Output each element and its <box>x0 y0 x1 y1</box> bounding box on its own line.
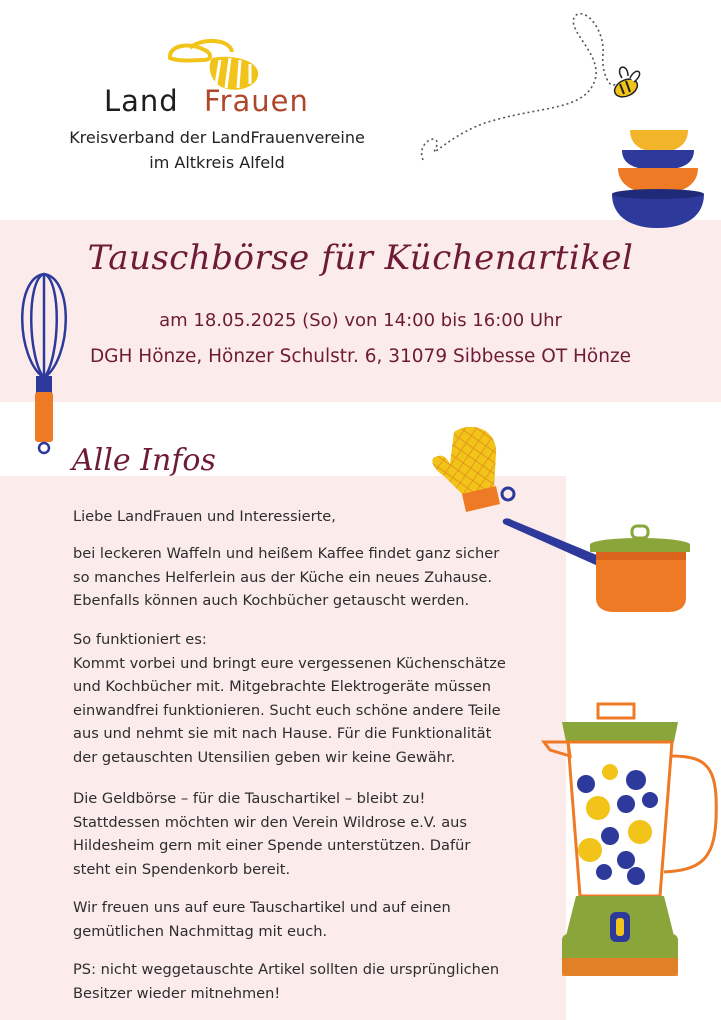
text-line: So funktioniert es: <box>73 631 207 648</box>
greeting <box>73 505 336 529</box>
text-line: einwandfrei funktionieren. Sucht euch schöne andere Teile <box>73 701 501 719</box>
event-title: Tauschbörse für Küchenartikel <box>87 238 634 278</box>
text-line: Besitzer wieder mitnehmen! <box>73 984 281 1002</box>
logo-land-text: Land <box>104 84 179 118</box>
text-line: so manches Helferlein aus der Küche ein neues Zuhause. <box>73 568 492 586</box>
text-line: Stattdessen möchten wir den Verein Wildrose e.V. aus <box>73 813 467 831</box>
paragraph-5 <box>73 958 499 1005</box>
event-venue: DGH Hönze, Hönzer Schulstr. 6, 31079 Sibbesse OT Hönze <box>89 346 632 367</box>
oven-mitt-icon <box>424 424 524 516</box>
paragraph-4 <box>73 896 451 943</box>
logo-frauen-text: Frauen <box>204 84 309 118</box>
greeting-line: Liebe LandFrauen und Interessierte, <box>73 508 336 525</box>
org-line-2: im Altkreis Alfeld <box>149 153 285 172</box>
paragraph-2 <box>73 628 506 769</box>
text-line: und Kochbücher mit. Mitgebrachte Elektrogeräte müssen <box>73 678 492 695</box>
text-line: der getauschten Utensilien geben wir keine Gewähr. <box>73 748 456 766</box>
text-line: Die Geldbörse – für die Tauschartikel – bleibt zu! <box>73 790 426 807</box>
text-line: aus und nehmt sie mit nach Hause. Für die Funktionalität <box>73 725 492 742</box>
landfrauen-logo <box>100 38 340 118</box>
text-line: Ebenfalls können auch Kochbücher getauscht werden. <box>73 592 470 609</box>
text-line: bei leckeren Waffeln und heißem Kaffee findet ganz sicher <box>73 545 500 562</box>
blender-icon <box>540 700 720 1000</box>
section-title: Alle Infos <box>72 443 216 478</box>
text-line: PS: nicht weggetauschte Artikel sollten die ursprünglichen <box>73 961 500 978</box>
event-date: am 18.05.2025 (So) von 14:00 bis 16:00 Uhr <box>159 310 562 331</box>
paragraph-3 <box>73 787 470 881</box>
text-line: Hildesheim gern mit einer Spende unterstützen. Dafür <box>73 837 471 854</box>
org-line-1: Kreisverband der LandFrauenvereine <box>69 128 365 147</box>
pot-icon <box>500 518 700 618</box>
text-line: steht ein Spendenkorb bereit. <box>73 860 291 878</box>
bee-icon <box>604 64 648 104</box>
bowls-icon <box>608 124 708 234</box>
text-line: gemütlichen Nachmittag mit euch. <box>73 922 328 940</box>
text-line: Kommt vorbei und bringt eure vergessenen Küchenschätze <box>73 654 506 672</box>
text-line: Wir freuen uns auf eure Tauschartikel und auf einen <box>73 899 451 916</box>
paragraph-1 <box>73 542 499 613</box>
